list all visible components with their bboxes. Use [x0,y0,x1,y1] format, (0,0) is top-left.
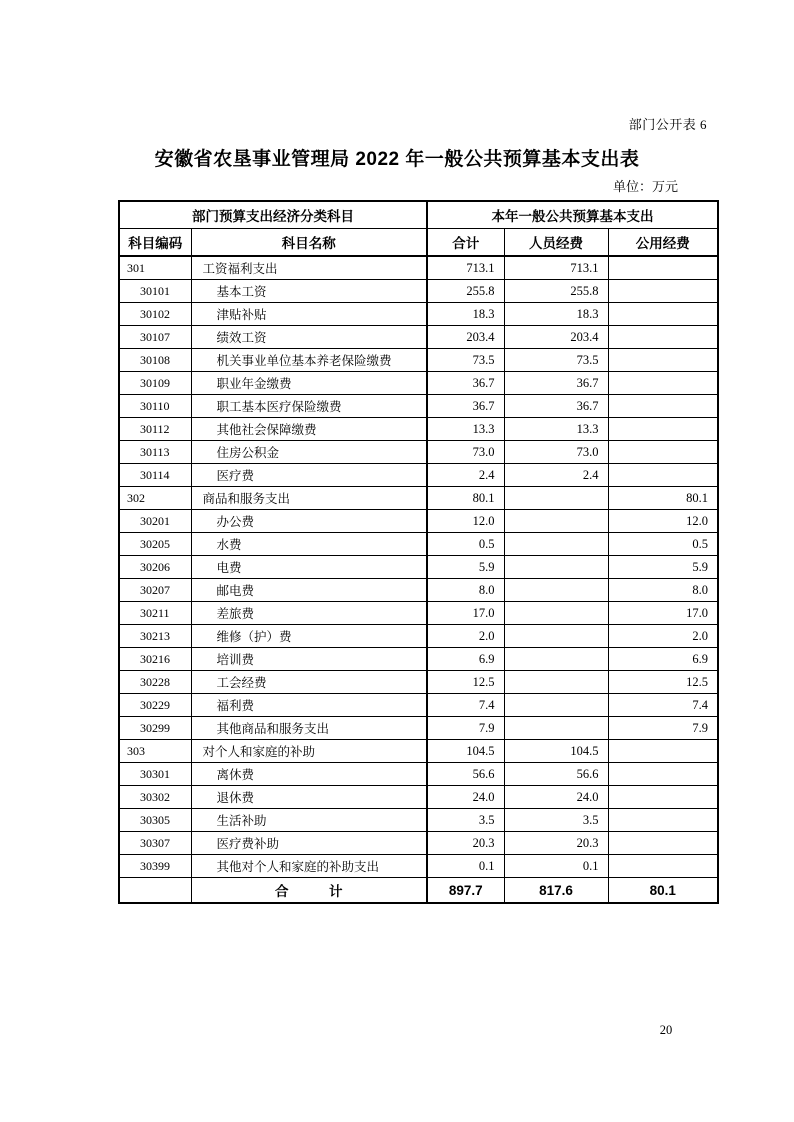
total-cell: 24.0 [427,786,504,809]
code-cell: 30228 [119,671,191,694]
public-cell: 8.0 [608,579,718,602]
column-header-personnel: 人员经费 [504,229,608,257]
total-cell: 6.9 [427,648,504,671]
table-row [119,579,718,602]
name-cell: 其他商品和服务支出 [191,717,427,740]
budget-table [118,200,719,904]
personnel-cell [504,556,608,579]
code-cell: 30201 [119,510,191,533]
code-cell: 303 [119,740,191,763]
total-cell: 3.5 [427,809,504,832]
personnel-cell [504,671,608,694]
code-cell: 302 [119,487,191,510]
total-cell: 73.0 [427,441,504,464]
page-title: 安徽省农垦事业管理局 2022 年一般公共预算基本支出表 [154,149,640,170]
table-header [119,201,718,256]
name-cell: 电费 [191,556,427,579]
public-cell: 6.9 [608,648,718,671]
code-cell: 30205 [119,533,191,556]
table-row [119,256,718,280]
name-cell: 退休费 [191,786,427,809]
code-cell: 30102 [119,303,191,326]
personnel-cell [504,579,608,602]
total-public-cell: 80.1 [608,878,718,904]
table-row [119,809,718,832]
personnel-cell: 0.1 [504,855,608,878]
code-cell: 30213 [119,625,191,648]
public-cell: 7.9 [608,717,718,740]
group-header-row [119,201,718,229]
personnel-cell: 73.5 [504,349,608,372]
total-cell: 0.1 [427,855,504,878]
table-row [119,487,718,510]
table-row [119,280,718,303]
public-cell [608,372,718,395]
name-cell: 住房公积金 [191,441,427,464]
personnel-cell: 36.7 [504,395,608,418]
name-cell: 培训费 [191,648,427,671]
personnel-cell [504,510,608,533]
name-cell: 邮电费 [191,579,427,602]
table-row [119,602,718,625]
code-cell: 30307 [119,832,191,855]
total-cell: 20.3 [427,832,504,855]
name-cell: 差旅费 [191,602,427,625]
total-cell: 255.8 [427,280,504,303]
total-label: 合 计 [191,878,427,904]
total-cell: 0.5 [427,533,504,556]
code-cell: 30301 [119,763,191,786]
public-cell [608,809,718,832]
code-cell: 30107 [119,326,191,349]
table-row [119,441,718,464]
personnel-cell: 713.1 [504,256,608,280]
public-cell [608,303,718,326]
name-cell: 维修（护）费 [191,625,427,648]
name-cell: 其他对个人和家庭的补助支出 [191,855,427,878]
total-code-cell [119,878,191,904]
personnel-cell: 255.8 [504,280,608,303]
name-cell: 职业年金缴费 [191,372,427,395]
table-row [119,625,718,648]
table-row [119,832,718,855]
name-cell: 离休费 [191,763,427,786]
total-cell: 104.5 [427,740,504,763]
code-cell: 30399 [119,855,191,878]
code-cell: 301 [119,256,191,280]
personnel-cell [504,533,608,556]
name-cell: 机关事业单位基本养老保险缴费 [191,349,427,372]
personnel-cell: 104.5 [504,740,608,763]
personnel-cell [504,625,608,648]
name-cell: 津贴补贴 [191,303,427,326]
public-cell: 80.1 [608,487,718,510]
public-cell: 12.5 [608,671,718,694]
table-row [119,303,718,326]
total-cell: 73.5 [427,349,504,372]
table-row [119,740,718,763]
name-cell: 医疗费补助 [191,832,427,855]
unit-label: 单位：万元 [612,179,678,194]
code-cell: 30101 [119,280,191,303]
table-row [119,464,718,487]
total-cell: 2.4 [427,464,504,487]
personnel-cell: 20.3 [504,832,608,855]
name-cell: 其他社会保障缴费 [191,418,427,441]
total-cell: 12.0 [427,510,504,533]
page-number: 20 [659,1023,673,1037]
name-cell: 商品和服务支出 [191,487,427,510]
name-cell: 职工基本医疗保险缴费 [191,395,427,418]
table-row [119,694,718,717]
table-row [119,395,718,418]
personnel-cell: 203.4 [504,326,608,349]
total-cell: 7.9 [427,717,504,740]
public-cell [608,441,718,464]
code-cell: 30302 [119,786,191,809]
personnel-cell [504,602,608,625]
table-row [119,510,718,533]
table-row [119,648,718,671]
name-cell: 医疗费 [191,464,427,487]
code-cell: 30305 [119,809,191,832]
column-header-name: 科目名称 [191,229,427,257]
public-cell [608,395,718,418]
code-cell: 30113 [119,441,191,464]
code-cell: 30299 [119,717,191,740]
group-header-right: 本年一般公共预算基本支出 [427,201,718,229]
personnel-cell [504,487,608,510]
total-cell: 36.7 [427,395,504,418]
personnel-cell: 73.0 [504,441,608,464]
public-cell: 12.0 [608,510,718,533]
code-cell: 30229 [119,694,191,717]
total-cell: 8.0 [427,579,504,602]
total-cell: 5.9 [427,556,504,579]
public-cell [608,763,718,786]
code-cell: 30112 [119,418,191,441]
code-cell: 30211 [119,602,191,625]
column-header-row [119,229,718,257]
public-cell: 17.0 [608,602,718,625]
public-cell [608,280,718,303]
corner-table-label: 部门公开表 6 [628,117,707,132]
table-row [119,372,718,395]
code-cell: 30108 [119,349,191,372]
personnel-cell: 13.3 [504,418,608,441]
name-cell: 生活补助 [191,809,427,832]
table-row [119,855,718,878]
table-row [119,556,718,579]
public-cell: 2.0 [608,625,718,648]
public-cell [608,256,718,280]
personnel-cell: 18.3 [504,303,608,326]
table-row [119,763,718,786]
code-cell: 30114 [119,464,191,487]
public-cell: 0.5 [608,533,718,556]
table-body [119,256,718,878]
total-cell: 36.7 [427,372,504,395]
name-cell: 工会经费 [191,671,427,694]
personnel-cell: 2.4 [504,464,608,487]
table-row [119,786,718,809]
personnel-cell [504,717,608,740]
table-row [119,349,718,372]
total-row [119,878,718,904]
table-footer [119,878,718,904]
public-cell [608,832,718,855]
name-cell: 绩效工资 [191,326,427,349]
public-cell: 7.4 [608,694,718,717]
total-cell: 80.1 [427,487,504,510]
total-sum-cell: 897.7 [427,878,504,904]
table-row [119,671,718,694]
personnel-cell: 56.6 [504,763,608,786]
column-header-code: 科目编码 [119,229,191,257]
name-cell: 对个人和家庭的补助 [191,740,427,763]
public-cell [608,855,718,878]
column-header-public: 公用经费 [608,229,718,257]
public-cell [608,418,718,441]
code-cell: 30109 [119,372,191,395]
table-row [119,717,718,740]
public-cell [608,326,718,349]
table-row [119,533,718,556]
name-cell: 福利费 [191,694,427,717]
personnel-cell [504,648,608,671]
total-cell: 713.1 [427,256,504,280]
table-row [119,326,718,349]
group-header-left: 部门预算支出经济分类科目 [119,201,427,229]
public-cell [608,349,718,372]
public-cell [608,464,718,487]
total-cell: 13.3 [427,418,504,441]
total-cell: 56.6 [427,763,504,786]
name-cell: 水费 [191,533,427,556]
total-cell: 2.0 [427,625,504,648]
code-cell: 30216 [119,648,191,671]
name-cell: 办公费 [191,510,427,533]
total-cell: 12.5 [427,671,504,694]
code-cell: 30206 [119,556,191,579]
table-row [119,418,718,441]
public-cell [608,740,718,763]
name-cell: 工资福利支出 [191,256,427,280]
code-cell: 30207 [119,579,191,602]
total-cell: 17.0 [427,602,504,625]
public-cell: 5.9 [608,556,718,579]
column-header-total: 合计 [427,229,504,257]
personnel-cell: 24.0 [504,786,608,809]
total-personnel-cell: 817.6 [504,878,608,904]
personnel-cell: 36.7 [504,372,608,395]
name-cell: 基本工资 [191,280,427,303]
personnel-cell: 3.5 [504,809,608,832]
total-cell: 203.4 [427,326,504,349]
code-cell: 30110 [119,395,191,418]
personnel-cell [504,694,608,717]
total-cell: 7.4 [427,694,504,717]
public-cell [608,786,718,809]
total-cell: 18.3 [427,303,504,326]
